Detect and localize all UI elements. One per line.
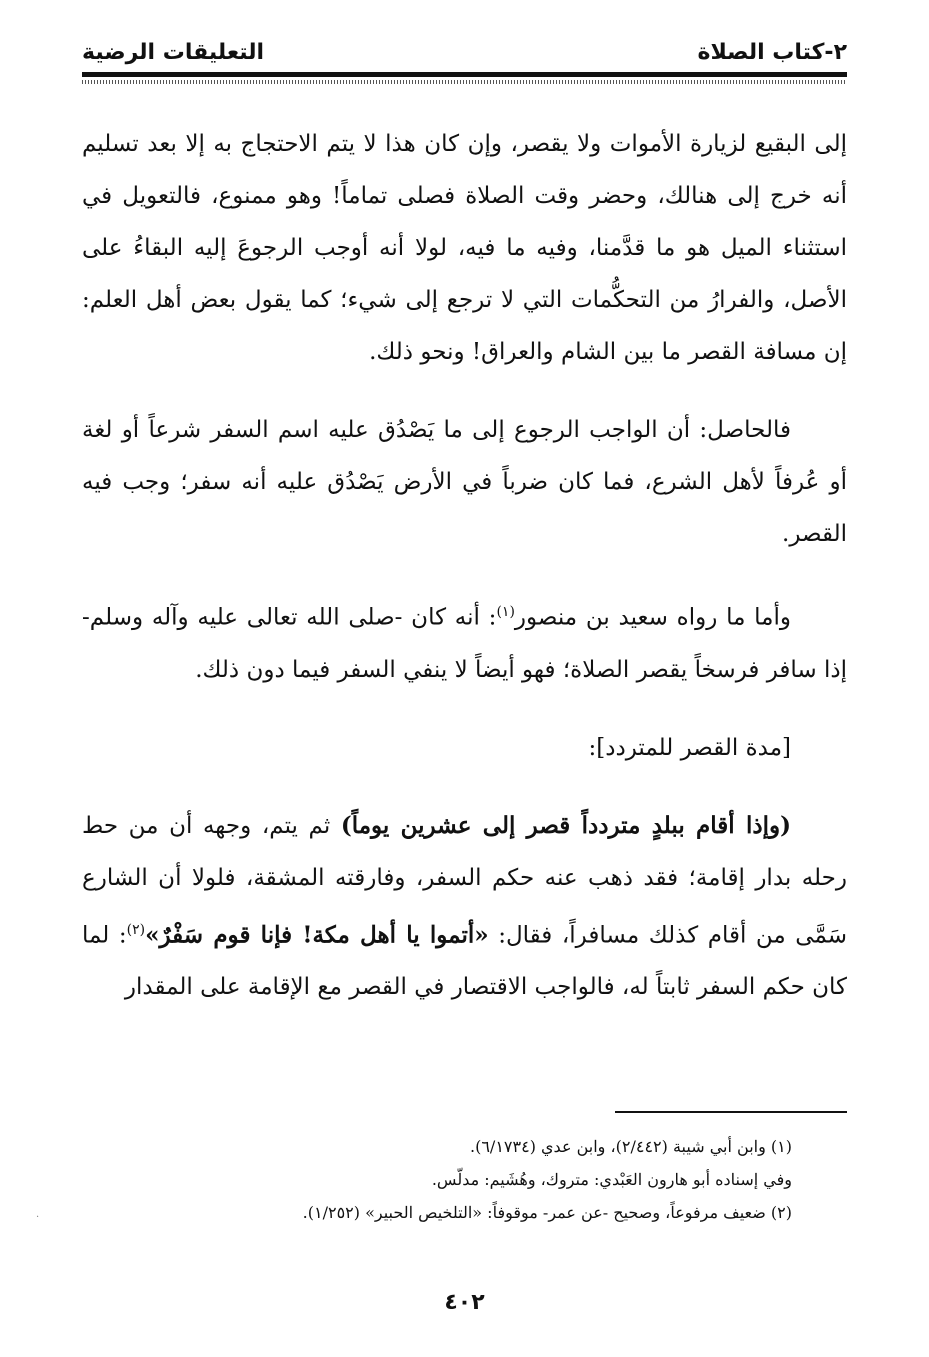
page-number: ٤٠٢ bbox=[444, 1290, 485, 1315]
paragraph-4 bbox=[82, 800, 847, 1014]
running-header bbox=[82, 38, 847, 74]
footnote-ref-2[interactable]: (٢) bbox=[126, 921, 146, 938]
paragraph-4-end: : لما كان حكم السفر ثابتاً له، فالواجب الاقتصار في القصر مع الإقامة على المقدار bbox=[82, 922, 847, 1001]
paragraph-4-middle: ثم يتم، وجهه أن من حط رحله بدار إقامة؛ فقد ذهب عنه حكم السفر، وفارقته المشقة، فلولا أن الشارع سَمَّى من أقام كذلك مسافراً، فقال: bbox=[82, 812, 848, 949]
paragraph-3-end: : أنه كان -صلى الله تعالى عليه وآله وسلم- إذا سافر فرسخاً يقصر الصلاة؛ فهو أيضاً لا ينفي السفر فيما دون ذلك. bbox=[82, 604, 847, 683]
header-rule bbox=[82, 72, 847, 77]
footnote-2: (٢) ضعيف مرفوعاً، وصحيح -عن عمر- موقوفاً: «التلخيص الحبير» (١/٢٥٢). bbox=[302, 1203, 792, 1222]
paragraph-3-start: وأما ما رواه سعيد بن منصور bbox=[514, 604, 791, 631]
header-rule-hatched bbox=[82, 80, 847, 84]
book-title: التعليقات الرضية bbox=[82, 40, 265, 65]
paragraph-2: فالحاصل: أن الواجب الرجوع إلى ما يَصْدُق عليه اسم السفر شرعاً أو لغة أو عُرفاً لأهل الشرع، فما كان ضرباً في الأرض يَصْدُق عليه أنه سفر؛ وجب فيه القصر. bbox=[82, 417, 847, 547]
section-subheading: [مدة القصر للمتردد]: bbox=[588, 734, 791, 761]
footnote-ref-1[interactable]: (١) bbox=[496, 604, 515, 620]
footnote-1-continued: وفي إسناده أبو هارون العَبْدي: متروك، وهُشَيم: مدلّس. bbox=[431, 1170, 792, 1189]
hadith-quote: «أتموا يا أهل مكة! فإنا قوم سَفْرٌ» bbox=[145, 921, 489, 949]
paragraph-1: إلى البقيع لزيارة الأموات ولا يقصر، وإن كان هذا لا يتم الاحتجاج به إلا بعد تسليم أنه خرج إلى هنالك، وحضر وقت الصلاة فصلى تماماً! وهو ممنوع، فالتعويل في استثناء الميل هو ما قدَّمنا، وفيه ما فيه، لولا أنه أوجب الرجوعَ إليه البقاءُ على الأصل، والفرارُ من التحكُّمات التي لا ترجع إلى شيء؛ كما يقول بعض أهل العلم: إن مسافة القصر ما بين الشام والعراق! ونحو ذلك. bbox=[82, 131, 847, 365]
footnote-1: (١) وابن أبي شيبة (٢/٤٤٢)، وابن عدي (٦/١٧٣٤). bbox=[470, 1137, 792, 1156]
scan-speck: · bbox=[36, 1212, 40, 1223]
matn-quote: (وإذا أقام ببلدٍ متردداً قصر إلى عشرين يوماً) bbox=[340, 811, 791, 839]
paragraph-3 bbox=[82, 586, 847, 696]
footnote-separator bbox=[615, 1111, 847, 1113]
chapter-title: ٢-كتاب الصلاة bbox=[697, 40, 847, 65]
main-text bbox=[82, 118, 847, 1013]
footnotes bbox=[82, 1130, 792, 1229]
